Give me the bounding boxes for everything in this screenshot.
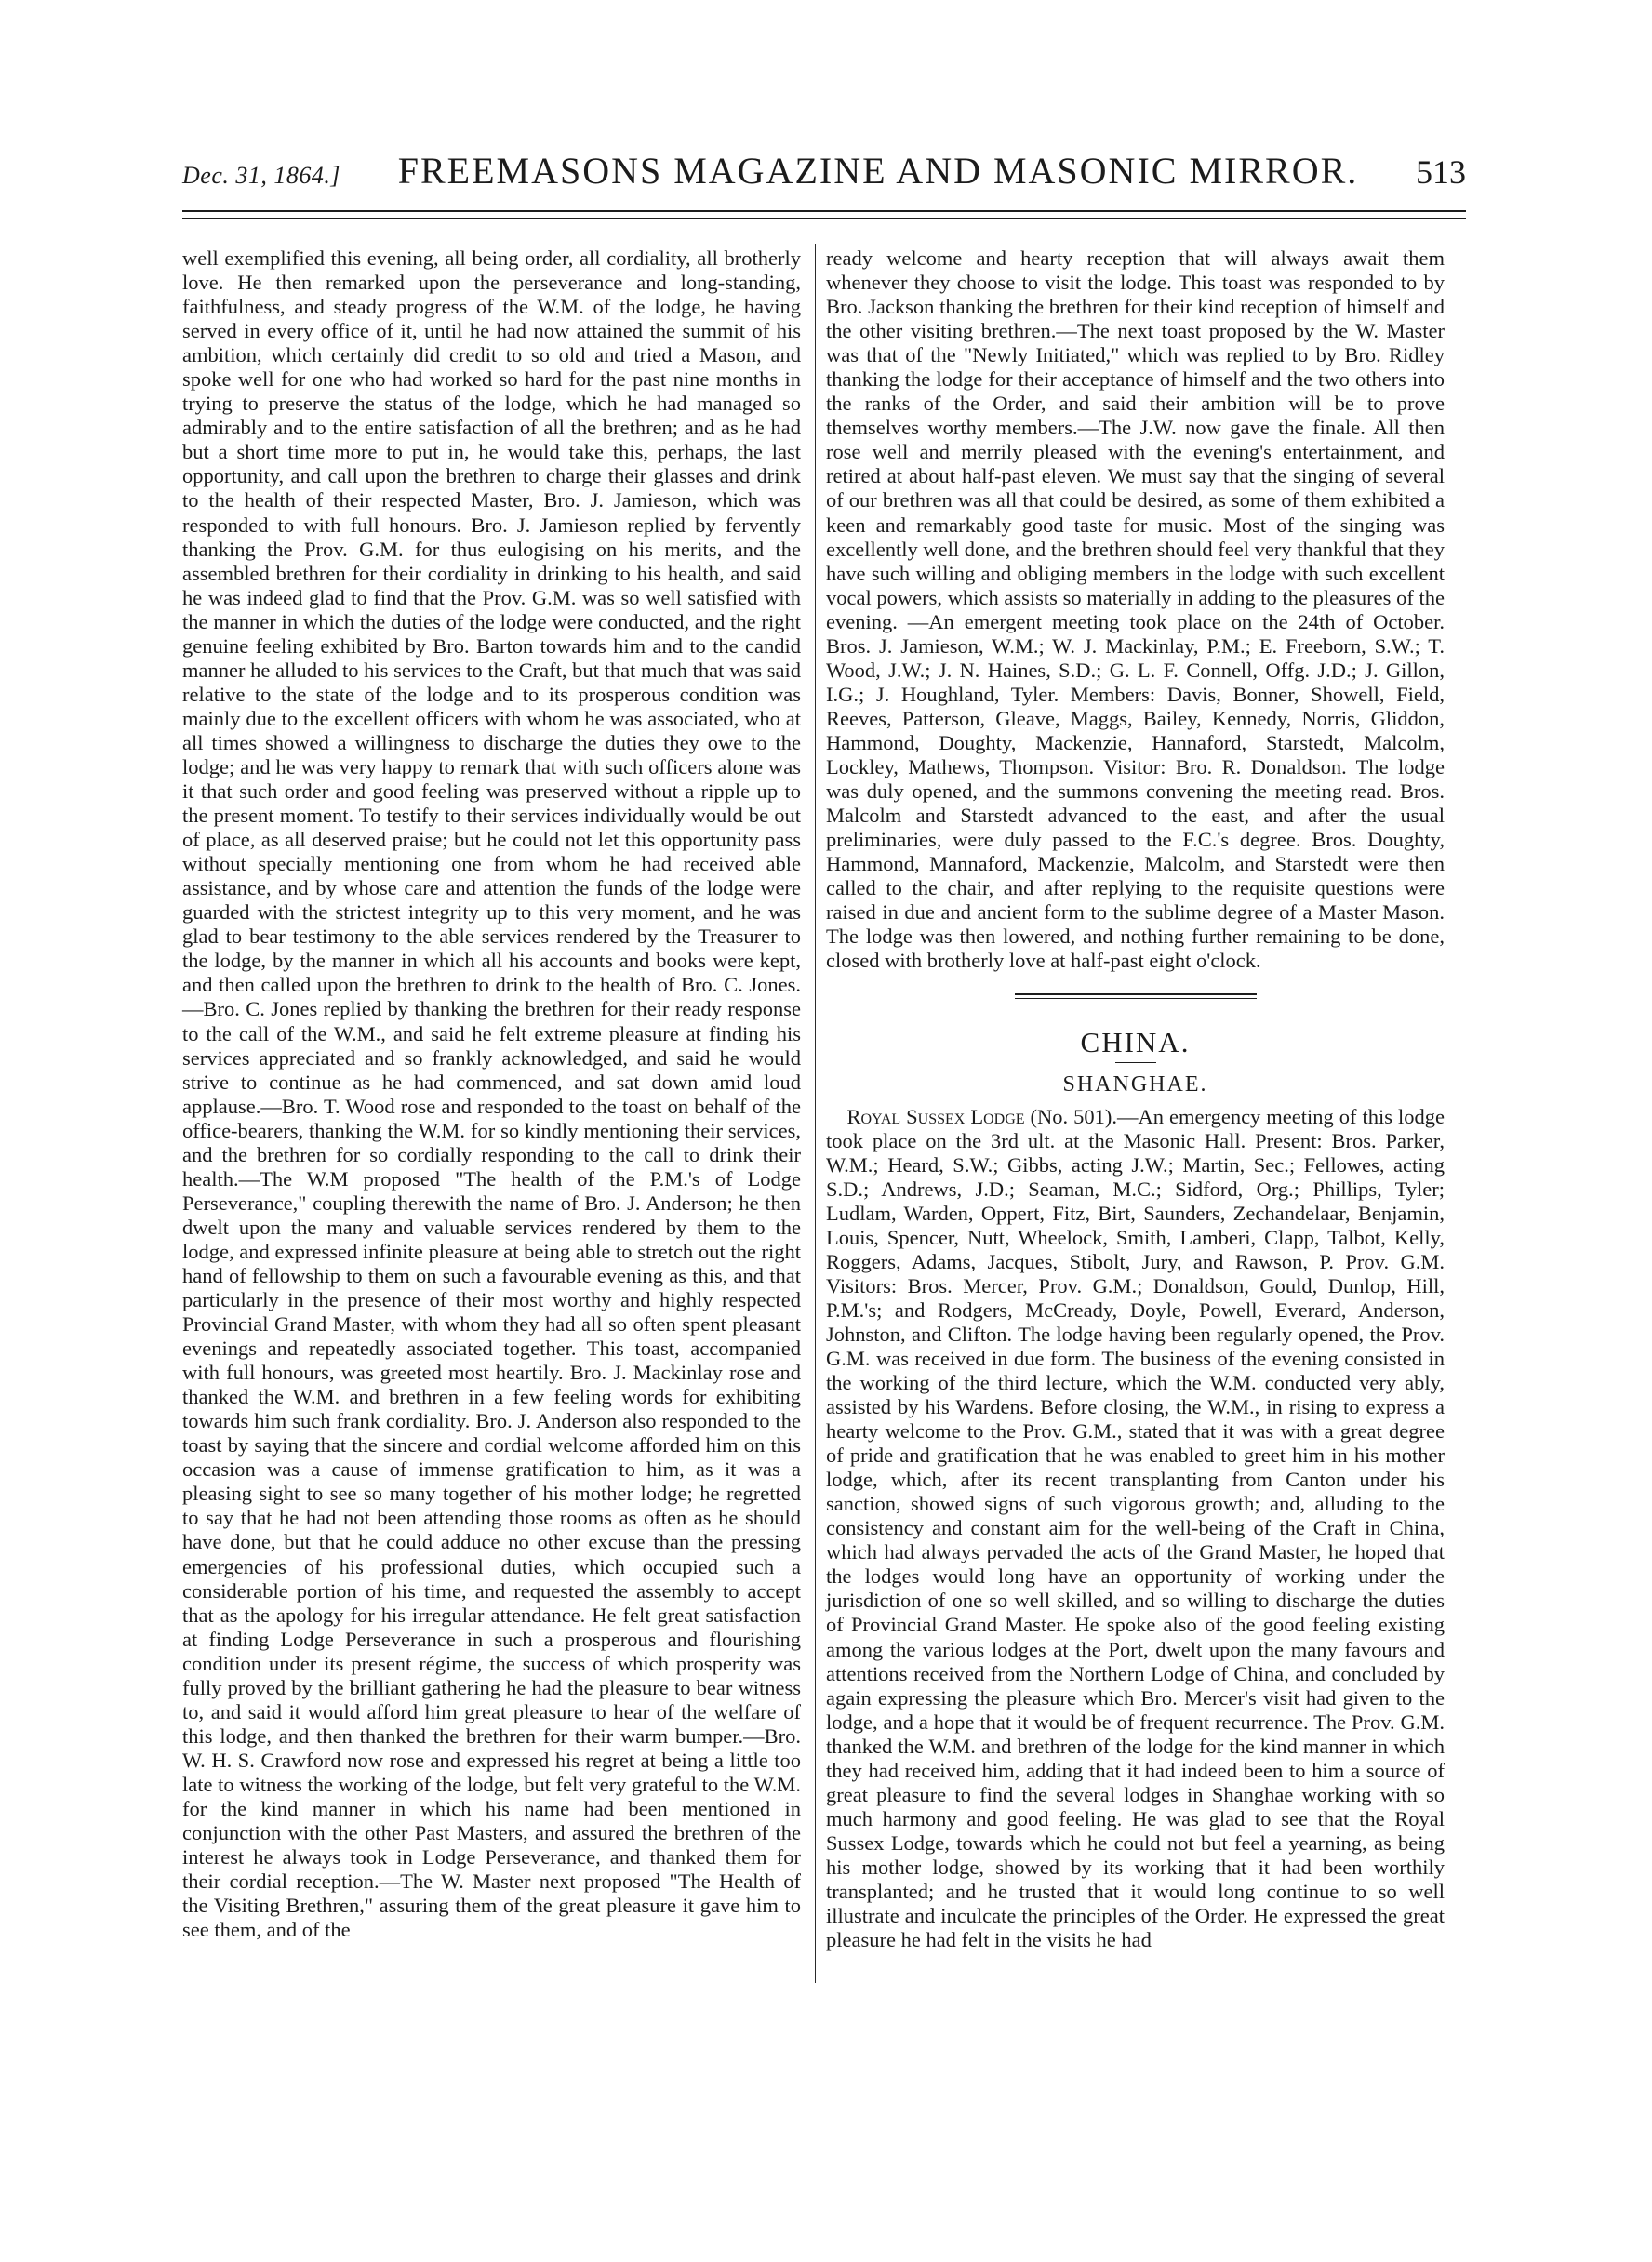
masthead-title: FREEMASONS MAGAZINE AND MASONIC MIRROR. xyxy=(397,150,1359,192)
left-column xyxy=(182,246,801,1942)
left-column-text: well exemplified this evening, all being order, all cordiality, all brotherly love. He then remarked upon the perseverance and long-standing, faithfulness, and steady progress of the W.M. of the lodge, he having served in every office of it, until he had now attained the summit of his ambition, which certainly did credit to so old and tried a Mason, and spoke well for one who had worked so hard for the past nine months in trying to preserve the status of the lodge, which he had managed so admirably and to the entire satisfaction of all the brethren; and as he had but a short time more to put in, he would take this, perhaps, the last opportunity, and call upon the brethren to charge their glasses and drink to the health of their respected Master, Bro. J. Jamieson, which was responded to with full honours. Bro. J. Jamieson replied by fervently thanking the Prov. G.M. for thus eulogising on his merits, and the assembled brethren for their cordiality in drinking to his health, and said he was indeed glad to find that the Prov. G.M. was so well satisfied with the manner in which the duties of the lodge were conducted, and the right genuine feeling exhibited by Bro. Barton towards him and to the candid manner he alluded to his services to the Craft, but that much that was said relative to the state of the lodge and to its prosperous condition was mainly due to the excellent officers with whom he was associated, who at all times showed a willingness to discharge the duties they owe to the lodge; and he was very happy to remark that with such officers alone was it that such order and good feeling was preserved without a ripple up to the present moment. To testify to their services individually would be out of place, as all deserved praise; but he could not let this opportunity pass without specially mentioning one from whom he had received able assistance, and by whose care and attention the funds of the lodge were guarded with the strictest integrity up to this very moment, and he was glad to bear testimony to the able services rendered by the Treasurer to the lodge, by the manner in which all his accounts and books were kept, and then called upon the brethren to drink to the health of Bro. C. Jones.—Bro. C. Jones replied by thanking the brethren for their ready response to the call of the W.M., and said he felt extreme pleasure at finding his services appreciated and so frankly acknowledged, and said he would strive to continue as he had commenced, and sat down amid loud applause.—Bro. T. Wood rose and responded to the toast on behalf of the office-bearers, thanking the W.M. for so kindly mentioning their services, and the brethren for so cordially responding to the call to drink their health.—The W.M proposed "The health of the P.M.'s of Lodge Perseverance," coupling therewith the name of Bro. J. Anderson; he then dwelt upon the many and valuable services rendered by them to the lodge, and expressed infinite pleasure at being able to stretch out the right hand of fellowship to them on such a favourable evening as this, and that particularly in the presence of their most worthy and highly respected Provincial Grand Master, with whom they had all so often spent pleasant evenings and repeatedly associated together. This toast, accompanied with full honours, was greeted most heartily. Bro. J. Mackinlay rose and thanked the W.M. and brethren in a few feeling words for exhibiting towards him such frank cordiality. Bro. J. Anderson also responded to the toast by saying that the sincere and cordial welcome afforded him on this occasion was a cause of immense gratification to him, as it was a pleasing sight to see so many together of his mother lodge; he regretted to say that he had not been attending those rooms as often as he should have done, but that he could adduce no other excuse than the pressing emergencies of his professional duties, which occupied such a considerable portion of his time, and requested the assembly to accept that as the apology for his irregular attendance. He felt great satisfaction at finding Lodge Perseverance in such a prosperous and flourishing condition under its present régime, the success of which prosperity was fully proved by the brilliant gathering he had the pleasure to bear witness to, and said it would afford him great pleasure to hear of the welfare of this lodge, and then thanked the brethren for their warm bumper.—Bro. W. H. S. Crawford now rose and expressed his regret at being a little too late to witness the working of the lodge, but felt very grateful to the W.M. for the kind manner in which his name had been mentioned in conjunction with the other Past Masters, and assured the brethren of the interest he always took in Lodge Perseverance, and thanked them for their cordial reception.—The W. Master next proposed "The Health of the Visiting Brethren," assuring them of the great pleasure it gave him to see them, and of the xyxy=(182,246,801,1942)
issue-date: Dec. 31, 1864.] xyxy=(182,162,340,189)
lodge-report-text: (No. 501).—An emergency meeting of this lodge took place on the 3rd ult. at the Masonic Hall. Present: Bros. Parker, W.M.; Heard, S.W.; Gibbs, acting J.W.; Martin, Sec.; Fellowes, acting S.D.; Andrews, J.D.; Seaman, M.C.; Sidford, Org.; Phillips, Tyler; Ludlam, Warden, Oppert, Fitz, Birt, Saunders, Zechandelaar, Benjamin, Louis, Spencer, Nutt, Wheelock, Smith, Lamberi, Clapp, Talbot, Kelly, Roggers, Adams, Jacques, Stibolt, Jury, and Rawson, P. Prov. G.M. Visitors: Bros. Mercer, Prov. G.M.; Donaldson, Gould, Dunlop, Hill, P.M.'s; and Rodgers, McCready, Doyle, Powell, Everard, Anderson, Johnston, and Clifton. The lodge having been regularly opened, the Prov. G.M. was received in due form. The business of the evening consisted in the working of the third lecture, which the W.M. conducted very ably, assisted by his Wardens. Before closing, the W.M., in rising to express a hearty welcome to the Prov. G.M., stated that it was with a great degree of pride and gratification that he was enabled to greet him in his mother lodge, which, after its recent transplanting from Canton under his sanction, showed signs of such vigorous growth; and, alluding to the consistency and constant aim for the well-being of the Craft in China, which had always pervaded the acts of the Grand Master, he hoped that the lodges would long have an opportunity of working under the jurisdiction of one so well skilled, and so willing to discharge the duties of Provincial Grand Master. He spoke also of the good feeling existing among the various lodges at the Port, dwelt upon the many favours and attentions received from the Northern Lodge of China, and concluded by again expressing the pleasure which Bro. Mercer's visit had given to the lodge, and a hope that it would be of frequent recurrence. The Prov. G.M. thanked the W.M. and brethren of the lodge for the kind manner in which they had received him, adding that it had indeed been to him a source of great pleasure to find the several lodges in Shanghae working with so much harmony and good feeling. He was glad to see that the Royal Sussex Lodge, towards which he could not but feel a yearning, as being his mother lodge, showed by its working that it had been worthily transplanted; and he trusted that it would long continue to so well illustrate and inculcate the principles of the Order. He expressed the great pleasure he had felt in the visits he had xyxy=(826,1104,1446,1952)
right-column xyxy=(826,246,1445,1952)
header-rule xyxy=(182,210,1466,219)
column-divider xyxy=(815,244,816,1983)
lodge-report xyxy=(826,1105,1445,1953)
page-number: 513 xyxy=(1415,153,1466,191)
section-separator xyxy=(1015,993,1257,999)
page-header xyxy=(182,149,1466,203)
title-rule xyxy=(1115,1062,1156,1063)
section-title-china: CHINA. xyxy=(1080,1026,1191,1059)
subsection-title-shanghae: SHANGHAE. xyxy=(1062,1072,1208,1098)
lodge-name: Royal Sussex Lodge xyxy=(846,1104,1025,1128)
right-column-text-top: ready welcome and hearty reception that will always await them whenever they choose to visit the lodge. This toast was responded to by Bro. Jackson thanking the brethren for their kind reception of himself and the other visiting brethren.—The next toast proposed by the W. Master was that of the "Newly Initiated," which was replied to by Bro. Ridley thanking the lodge for their acceptance of himself and the two others into the ranks of the Order, and said their ambition will be to prove themselves worthy members.—The J.W. now gave the finale. All then rose well and merrily pleased with the evening's entertainment, and retired at about half-past eleven. We must say that the singing of several of our brethren was all that could be desired, as some of them exhibited a keen and remarkably good taste for music. Most of the singing was excellently well done, and the brethren should feel very thankful that they have such willing and obliging members in the lodge with such excellent vocal powers, which assists so materially in adding to the pleasures of the evening. —An emergent meeting took place on the 24th of October. Bros. J. Jamieson, W.M.; W. J. Mackinlay, P.M.; E. Freeborn, S.W.; T. Wood, J.W.; J. N. Haines, S.D.; G. L. F. Connell, Offg. J.D.; J. Gillon, I.G.; J. Houghland, Tyler. Members: Davis, Bonner, Showell, Field, Reeves, Patterson, Gleave, Maggs, Bailey, Kennedy, Norris, Gliddon, Hammond, Doughty, Mackenzie, Hannaford, Starstedt, Malcolm, Lockley, Mathews, Thompson. Visitor: Bro. R. Donaldson. The lodge was duly opened, and the summons convening the meeting read. Bros. Malcolm and Starstedt advanced to the east, and after the usual preliminaries, were duly passed to the F.C.'s degree. Bros. Doughty, Hammond, Mannaford, Mackenzie, Malcolm, and Starstedt were then called to the chair, and after replying to the requisite questions were raised in due and ancient form to the sublime degree of a Master Mason. The lodge was then lowered, and nothing further remaining to be done, closed with brotherly love at half-past eight o'clock. xyxy=(826,246,1445,973)
